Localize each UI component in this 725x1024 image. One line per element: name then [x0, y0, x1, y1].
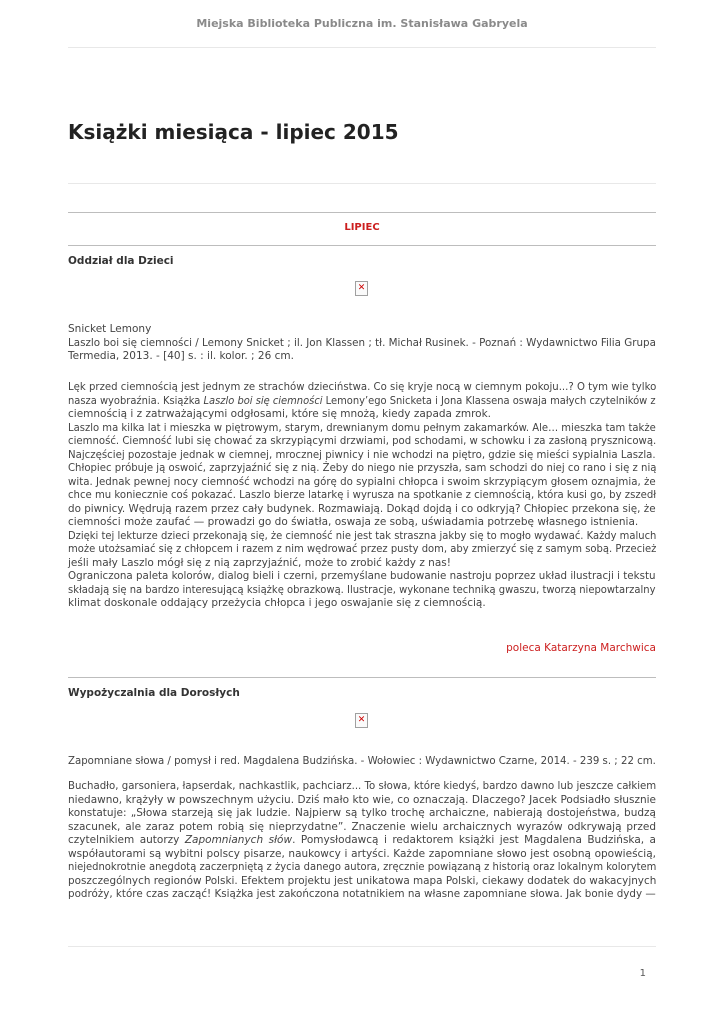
review-line: Ograniczona paleta kolorów, dialog bieli i czerni, przemyślane budowanie nastroju poprzez układ ilustracji i tekstu — [68, 570, 656, 582]
review-line: Lęk przed ciemnością jest jednym ze strachów dzieciństwa. Co się kryje nocą w ciemnym pokoju...? O tym wie tylko — [68, 381, 657, 393]
broken-image-icon: ✕ — [355, 713, 368, 728]
review-line: chce mu koniecznie coś pokazać. Laszlo bierze latarkę i wyrusza na spotkanie z ciemnością, która kusi go, by zszedł — [68, 489, 657, 501]
broken-image-icon: ✕ — [355, 281, 368, 296]
review-line: Najczęściej pozostaje jednak w ciemnej, mrocznej piwnicy i nie wchodzi na piętro, gdzie się mieści sypialnia Laszla. — [68, 448, 656, 461]
book-review — [68, 381, 656, 611]
review-line: ciemność. Ciemność lubi się chować za skrzypiącymi drzwiami, pod schodami, w schowku i za zasłoną prysznicową. — [68, 435, 657, 447]
book-review — [68, 780, 656, 902]
bib-line: Laszlo boi się ciemności / Lemony Snicket ; il. Jon Klassen ; tł. Michał Rusinek. - Poznań : Wydawnictwo Filia Grupa — [68, 336, 656, 349]
book-title-italic: Laszlo boi się ciemności — [203, 394, 323, 407]
bibliographic-entry — [68, 755, 656, 769]
review-line: jeśli mały Laszlo mógł się z nią zaprzyjaźnić, może to zrobić każdy z nas! — [68, 556, 451, 569]
bibliographic-entry — [68, 323, 656, 364]
review-line: Dzięki tej lekturze dzieci przekonają się, że ciemność nie jest tak straszna jakby się to mogło wydawać. Każdy maluch — [68, 529, 657, 542]
review-line: szacunek, ale zaraz potem robią się nieprzydatne”. Znaczenie wielu archaicznych wyrazów odkrywają przed — [68, 820, 656, 833]
month-divider-bottom — [68, 245, 656, 246]
header-divider — [68, 47, 656, 48]
review-line: niejednokrotnie anegdotą zaczerpniętą z życia danego autora, zręcznie powiązaną z historią oraz lokalnym kolorytem — [68, 861, 657, 873]
author-line: Snicket Lemony — [68, 323, 152, 335]
page-title: Książki miesiąca - lipiec 2015 — [68, 120, 399, 144]
review-line: konstatuje: „Słowa starzeją się jak ludzie. Najpierw są tylko trochę archaiczne, nabierają dostojeństwa, budzą — [68, 807, 656, 819]
title-divider — [68, 183, 656, 184]
section-heading-adults: Wypożyczalnia dla Dorosłych — [68, 687, 240, 699]
review-line: może utożsamiać się z chłopcem i razem z nim wędrować przez pusty dom, aby zmierzyć się z samym sobą. Przecież — [68, 543, 657, 555]
review-line: ciemności może zaufać — prowadzi go do światła, oswaja ze sobą, uświadamia potrzebę własnego istnienia. — [68, 516, 639, 528]
review-line: składają się na bardzo interesującą książkę obrazkową. Ilustracje, wykonane techniką gwaszu, tworzą niepowtarzalny — [68, 583, 656, 596]
review-line: niedawno, krążyły w powszechnym użyciu. Dziś mało kto wie, co oznaczają. Dlaczego? Jacek Podsiadło słusznie — [68, 793, 656, 806]
section-divider — [68, 677, 656, 678]
month-label: LIPIEC — [344, 222, 380, 233]
bib-line: Zapomniane słowa / pomysł i red. Magdalena Budzińska. - Wołowiec : Wydawnictwo Czarne, 2014. - 239 s. ; 22 cm. — [68, 755, 656, 767]
review-line: ciemnością i z zatrważającymi odgłosami, które się mnożą, kiedy zapada zmrok. — [68, 408, 491, 420]
review-line: do piwnicy. Wędrują razem przez cały budynek. Rozmawiają. Dokąd dojdą i co odkryją? Chłopiec przekona się, że — [68, 502, 656, 515]
review-line: klimat doskonale oddający przeżycia chłopca i jego oswajanie się z ciemnością. — [68, 597, 486, 609]
review-line: wita. Jednak pewnej nocy ciemność wchodzi na górę do sypialni chłopca i swoim skrzypiącym głosem oznajmia, że — [68, 475, 656, 488]
review-line: podróży, które czas zacząć! Książka jest zakończona notatnikiem na własne zapomniane słowa. Jak bonie dydy — — [68, 888, 656, 900]
page-number: 1 — [639, 968, 646, 979]
bib-line: Termedia, 2013. - [40] s. : il. kolor. ; 26 cm. — [68, 350, 294, 362]
review-line: czytelnikiem autorzy Zapomnianych słów. Pomysłodawcą i redaktorem książki jest Magdalena Budzińska, a — [68, 834, 656, 846]
review-line: poszczególnych regionów Polski. Efektem projektu jest unikatowa mapa Polski, ciekawy dodatek do wakacyjnych — [68, 874, 657, 887]
review-line: Chłopiec próbuje ją oswoić, zaprzyjaźnić się z nią. Żeby do niego nie przyszła, sam schodzi do niej co rano i się z nią — [68, 462, 657, 474]
reviewer-signature: poleca Katarzyna Marchwica — [506, 642, 656, 654]
review-line: Buchadło, garsoniera, łapserdak, nachkastlik, pachciarz... To słowa, które kiedyś, bardzo dawno lub jeszcze całkiem — [68, 780, 657, 792]
book-title-italic: Zapomnianych słów — [184, 834, 293, 846]
library-name-header: Miejska Biblioteka Publiczna im. Stanisława Gabryela — [196, 17, 528, 30]
month-divider-top — [68, 212, 656, 213]
review-line: nasza wyobraźnia. Książka Laszlo boi się ciemności Lemony’ego Snicketa i Jona Klassena oswaja małych czytelników z — [68, 394, 656, 407]
footer-divider — [68, 946, 656, 947]
review-line: współautorami są wybitni polscy pisarze, naukowcy i artyści. Każde zapomniane słowo jest osobną opowieścią, — [68, 847, 656, 860]
review-line: Laszlo ma kilka lat i mieszka w piętrowym, starym, drewnianym domu pełnym zakamarków. Ale… mieszka tam także — [68, 421, 656, 434]
section-heading-children: Oddział dla Dzieci — [68, 255, 174, 267]
